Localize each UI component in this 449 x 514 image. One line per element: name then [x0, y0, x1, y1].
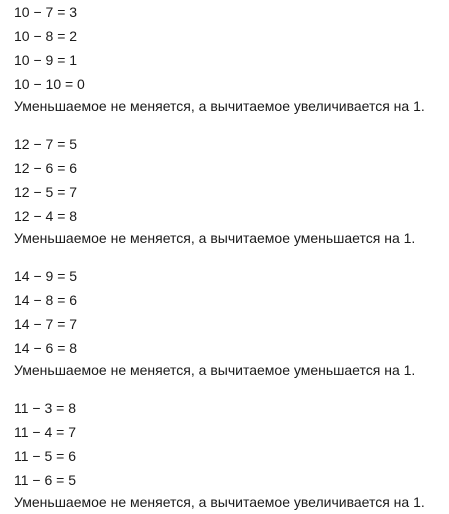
- equation-line: 10 − 10 = 0: [14, 76, 85, 92]
- rule-text: Уменьшаемое не меняется, а вычитаемое увеличивается на 1.: [14, 98, 425, 114]
- equation-line: 10 − 9 = 1: [14, 52, 78, 68]
- equation-line: 11 − 6 = 5: [14, 472, 77, 488]
- equation-line: 14 − 7 = 7: [14, 316, 78, 332]
- rule-text: Уменьшаемое не меняется, а вычитаемое уменьшается на 1.: [14, 362, 416, 378]
- equation-line: 12 − 4 = 8: [14, 208, 78, 224]
- rule-text: Уменьшаемое не меняется, а вычитаемое увеличивается на 1.: [14, 494, 425, 510]
- equation-line: 12 − 5 = 7: [14, 184, 78, 200]
- equation-group-2: [14, 132, 446, 248]
- group-spacer: [14, 380, 446, 396]
- equation-line: 10 − 8 = 2: [14, 28, 78, 44]
- equation-line: 14 − 6 = 8: [14, 340, 78, 356]
- equation-group-3: [14, 264, 446, 380]
- equation-line: 10 − 7 = 3: [14, 4, 78, 20]
- document-body: [14, 0, 446, 512]
- rule-text: Уменьшаемое не меняется, а вычитаемое уменьшается на 1.: [14, 230, 416, 246]
- equation-line: 11 − 3 = 8: [14, 400, 77, 416]
- equation-line: 14 − 8 = 6: [14, 292, 78, 308]
- equation-line: 11 − 5 = 6: [14, 448, 77, 464]
- group-spacer: [14, 116, 446, 132]
- equation-group-4: [14, 396, 446, 512]
- equation-line: 11 − 4 = 7: [14, 424, 77, 440]
- equation-line: 12 − 7 = 5: [14, 136, 78, 152]
- equation-group-1: [14, 0, 446, 116]
- group-spacer: [14, 248, 446, 264]
- equation-line: 12 − 6 = 6: [14, 160, 78, 176]
- equation-line: 14 − 9 = 5: [14, 268, 78, 284]
